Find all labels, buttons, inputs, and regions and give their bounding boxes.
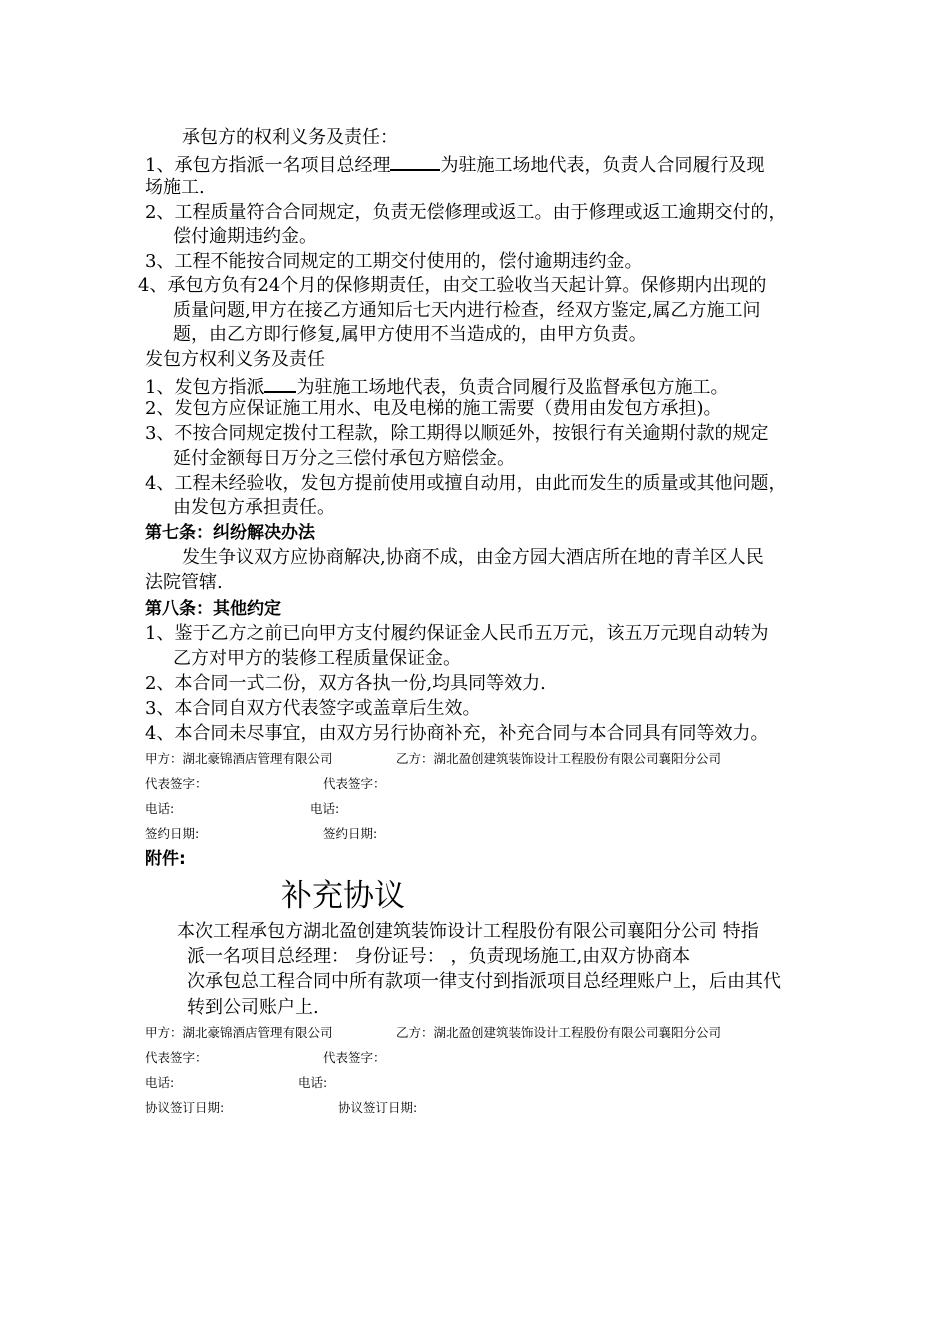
party-a-rep-signature: 代表签字：: [145, 776, 208, 791]
contractor-item-4c: 题，由乙方即行修复,属甲方使用不当造成的，由甲方负责。: [173, 324, 647, 345]
contractor-heading: 承包方的权利义务及责任：: [182, 127, 398, 148]
supplement-party-b-rep-signature: 代表签字：: [323, 1050, 386, 1065]
article-8-heading: 第八条：其他约定: [145, 599, 281, 619]
supplement-line-2: 派一名项目总经理： 身份证号： ，负责现场施工,由双方协商本: [187, 946, 691, 967]
blank-line: [390, 151, 440, 171]
party-b-sign-date: 签约日期:: [323, 826, 378, 841]
contractor-item-3: 3、工程不能按合同规定的工期交付使用的，偿付逾期违约金。: [145, 251, 643, 272]
party-b-phone: 电话:: [310, 801, 340, 816]
supplement-party-a-name: 甲方：湖北豪锦酒店管理有限公司: [145, 1025, 333, 1040]
contractor-item-2b: 偿付逾期违约金。: [173, 226, 317, 247]
article-8-item-1a: 1、鉴于乙方之前已向甲方支付履约保证金人民币五万元，该五万元现自动转为: [145, 623, 769, 644]
party-b-name: 乙方：湖北盈创建筑装饰设计工程股份有限公司襄阳分公司: [396, 751, 722, 766]
owner-item-2: 2、发包方应保证施工用水、电及电梯的施工需要（费用由发包方承担)。: [145, 398, 722, 419]
supplement-party-a-sign-date: 协议签订日期:: [145, 1100, 225, 1115]
owner-item-1: [145, 373, 728, 400]
supplement-party-a-phone: 电话:: [145, 1075, 175, 1090]
contractor-item-1-pre: 1、承包方指派一名项目总经理: [145, 155, 391, 176]
owner-item-4b: 由发包方承担责任。: [173, 497, 335, 518]
attachment-label: 附件:: [145, 849, 186, 869]
article-8-item-1b: 乙方对甲方的装修工程质量保证金。: [173, 648, 461, 669]
supplement-party-b-sign-date: 协议签订日期:: [338, 1100, 418, 1115]
party-a-name: 甲方：湖北豪锦酒店管理有限公司: [145, 751, 333, 766]
supplement-title: 补充协议: [281, 878, 405, 914]
party-a-sign-date: 签约日期:: [145, 826, 200, 841]
contractor-item-1-cont: 场施工.: [145, 177, 205, 198]
supplement-line-3: 次承包总工程合同中所有款项一律支付到指派项目总经理账户上，后由其代: [187, 971, 781, 992]
owner-item-1-pre: 1、发包方指派: [145, 377, 265, 398]
owner-heading: 发包方权利义务及责任: [145, 349, 325, 370]
article-7-heading: 第七条：纠纷解决办法: [145, 523, 315, 543]
blank-line: [264, 373, 296, 393]
owner-item-1-post: 为驻施工场地代表，负责合同履行及监督承包方施工。: [296, 377, 729, 398]
owner-item-3b: 延付金额每日万分之三偿付承包方赔偿金。: [173, 448, 515, 469]
article-7-line-1: 发生争议双方应协商解决,协商不成，由金方园大酒店所在地的青羊区人民: [182, 547, 764, 568]
contractor-item-4a: 4、承包方负有24个月的保修期责任，由交工验收当天起计算。保修期内出现的: [138, 275, 767, 296]
supplement-line-4: 转到公司账户上.: [187, 997, 319, 1018]
owner-item-3a: 3、不按合同规定拨付工程款，除工期得以顺延外，按银行有关逾期付款的规定: [145, 423, 769, 444]
party-a-phone: 电话:: [145, 801, 175, 816]
owner-item-4a: 4、工程未经验收，发包方提前使用或擅自动用，由此而发生的质量或其他问题，: [145, 473, 787, 494]
article-8-item-3: 3、本合同自双方代表签字或盖章后生效。: [145, 698, 481, 719]
party-b-rep-signature: 代表签字：: [323, 776, 386, 791]
contractor-item-1: [145, 151, 764, 178]
supplement-party-a-rep-signature: 代表签字：: [145, 1050, 208, 1065]
supplement-party-b-name: 乙方：湖北盈创建筑装饰设计工程股份有限公司襄阳分公司: [396, 1025, 722, 1040]
article-7-line-2: 法院管辖.: [145, 572, 223, 593]
supplement-party-b-phone: 电话:: [298, 1075, 328, 1090]
contractor-item-4b: 质量问题,甲方在接乙方通知后七天内进行检查，经双方鉴定,属乙方施工问: [173, 300, 761, 321]
supplement-line-1: 本次工程承包方湖北盈创建筑装饰设计工程股份有限公司襄阳分公司 特指: [177, 921, 759, 942]
article-8-item-2: 2、本合同一式二份，双方各执一份,均具同等效力.: [145, 673, 546, 694]
contractor-item-2a: 2、工程质量符合合同规定，负责无偿修理或返工。由于修理或返工逾期交付的，: [145, 202, 787, 223]
contractor-item-1-post: 为驻施工场地代表，负责人合同履行及现: [440, 155, 765, 176]
article-8-item-4: 4、本合同未尽事宜，由双方另行协商补充，补充合同与本合同具有同等效力。: [145, 723, 769, 744]
